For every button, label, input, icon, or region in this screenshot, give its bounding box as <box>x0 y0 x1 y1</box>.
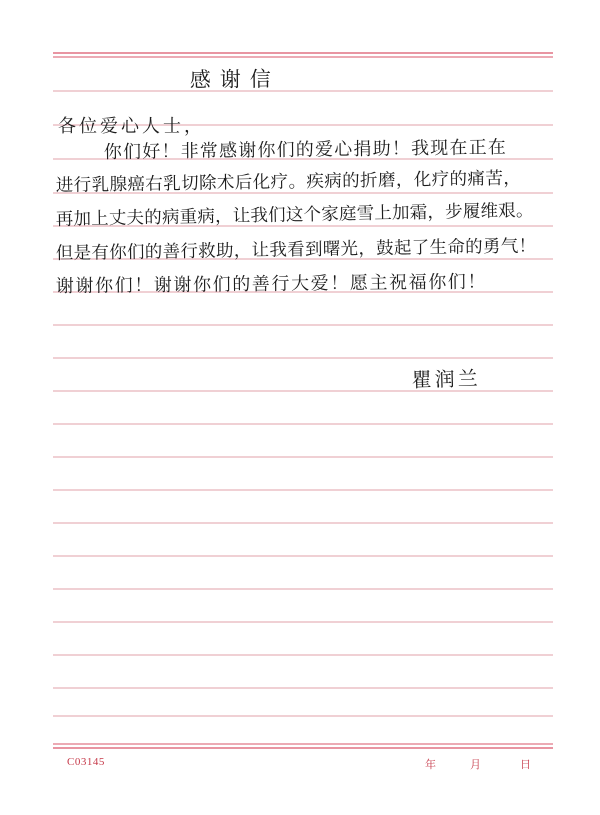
letter-signature: 瞿润兰 <box>411 366 481 393</box>
form-code: C03145 <box>67 756 105 768</box>
letter-body-line: 进行乳腺癌右乳切除术后化疗。疾病的折磨，化疗的痛苦， <box>55 168 522 197</box>
letter-title: 感谢信 <box>189 67 280 93</box>
letter-body-line: 但是有你们的善行救助，让我看到曙光，鼓起了生命的勇气！ <box>55 236 537 265</box>
date-day-label: 日 <box>520 758 531 771</box>
date-month-label: 月 <box>470 758 481 771</box>
letter-greeting: 各位爱心人士， <box>58 116 205 137</box>
date-year-label: 年 <box>425 758 436 771</box>
letter-body-line: 谢谢你们！谢谢你们的善行大爱！愿主祝福你们！ <box>55 271 488 298</box>
letter-body-line: 你们好！非常感谢你们的爱心捐助！我现在正在 <box>103 137 508 164</box>
letter-body-line: 再加上丈夫的病重病，让我们这个家庭雪上加霜，步履维艰。 <box>55 200 534 231</box>
